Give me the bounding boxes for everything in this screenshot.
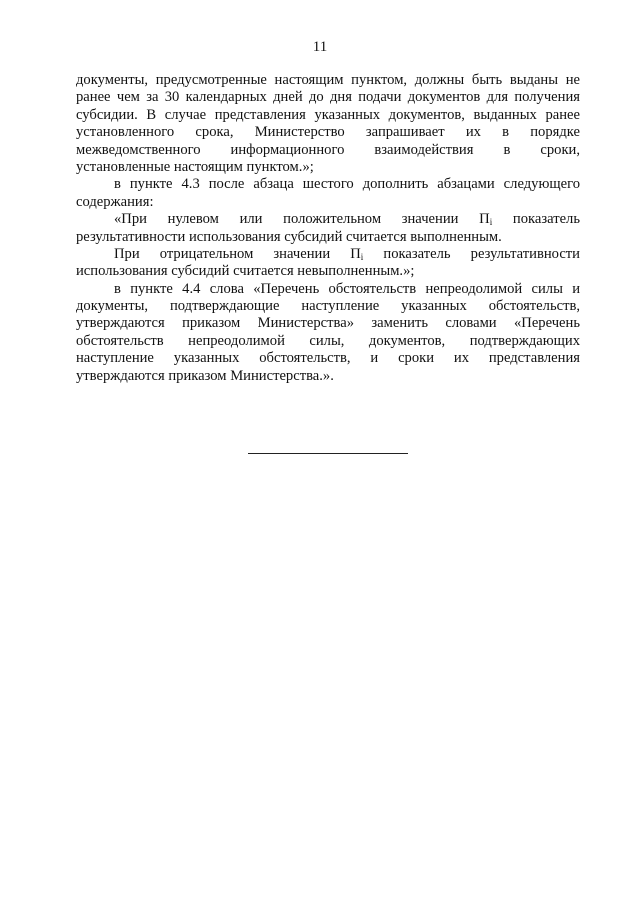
text-fragment: показатель [492, 211, 580, 228]
text-line: утверждаются приказом Министерства.». [76, 367, 334, 384]
text-fragment: показатель результативности [363, 245, 580, 262]
text-line: результативности использования субсидий считается выполненным. [76, 228, 502, 245]
document-body [76, 72, 580, 385]
text-line: документы, предусмотренные настоящим пунктом, должны быть выданы не [76, 72, 580, 88]
text-line: в пункте 4.4 слова «Перечень обстоятельств непреодолимой силы и [114, 280, 580, 297]
text-line: межведомственного информационного взаимодействия в сроки, [76, 141, 580, 158]
page-number: 11 [312, 39, 328, 55]
text-line: использования субсидий считается невыполненным.»; [76, 263, 415, 280]
text-line: наступление указанных обстоятельств, и сроки их представления [76, 350, 580, 367]
text-line: установленные настоящим пунктом.»; [76, 158, 314, 175]
text-line: установленного срока, Министерство запрашивает их в порядке [76, 124, 580, 141]
text-line: в пункте 4.3 после абзаца шестого дополнить абзацами следующего [114, 176, 580, 193]
text-fragment: При отрицательном значении П [114, 245, 361, 262]
subscript-i: i [360, 251, 364, 262]
subscript-i: i [489, 217, 493, 228]
text-line: документы, подтверждающие наступление указанных обстоятельств, [76, 298, 580, 315]
text-line: ранее чем за 30 календарных дней до дня подачи документов для получения [76, 89, 580, 106]
text-line-with-subscript [76, 211, 580, 228]
text-line: содержания: [76, 193, 154, 210]
text-fragment: «При нулевом или положительном значении П [114, 211, 490, 228]
end-separator-line [248, 453, 408, 454]
text-line: утверждаются приказом Министерства» заменить словами «Перечень [76, 315, 580, 332]
text-line: субсидии. В случае представления указанных документов, выданных ранее [76, 106, 580, 123]
text-line: обстоятельств непреодолимой силы, документов, подтверждающих [76, 332, 580, 349]
text-line-with-subscript [76, 246, 580, 263]
